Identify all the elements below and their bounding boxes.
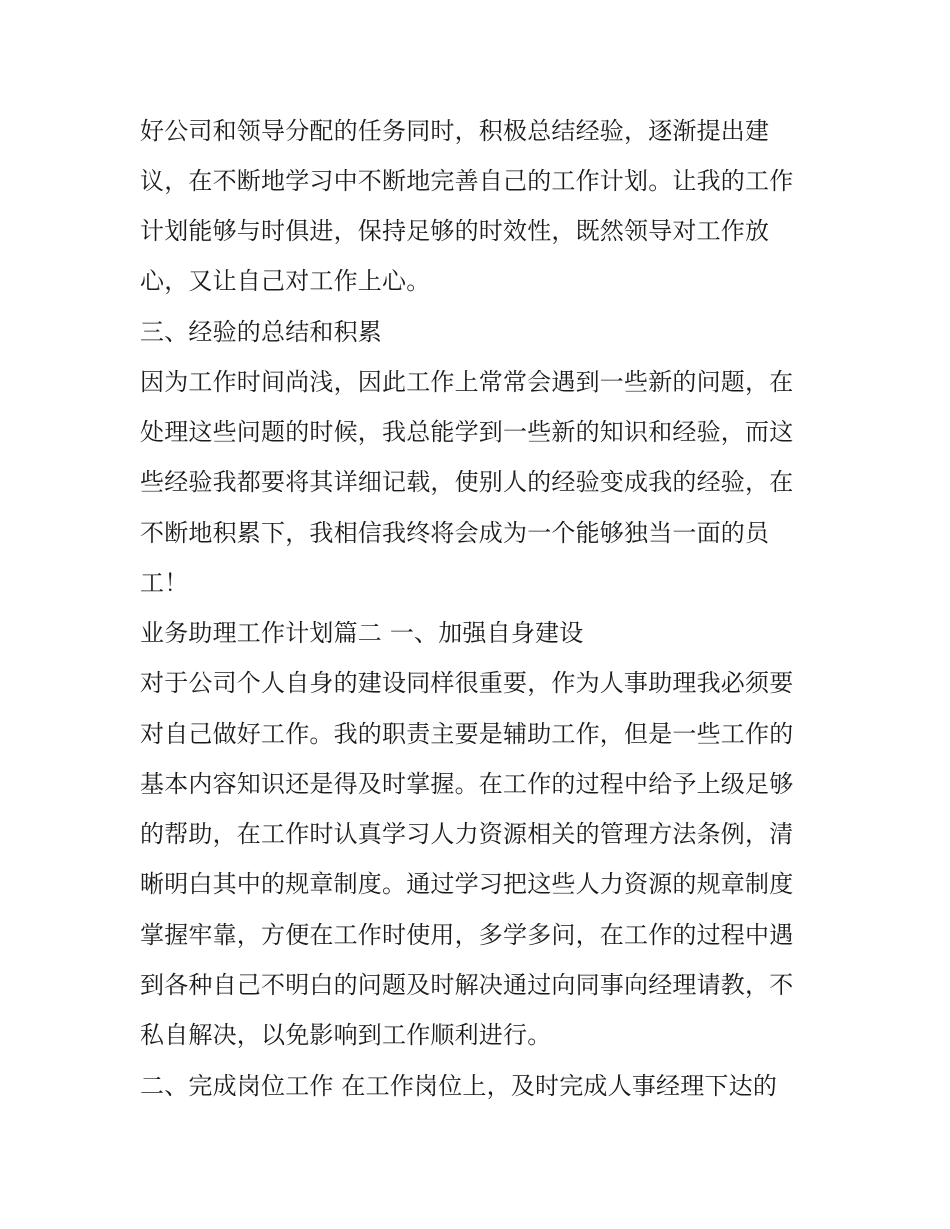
text-line: 议，在不断地学习中不断地完善自己的工作计划。让我的工作 bbox=[140, 167, 794, 195]
text-line: 心，又让自己对工作上心。 bbox=[140, 267, 431, 295]
text-line: 好公司和领导分配的任务同时，积极总结经验，逐渐提出建 bbox=[140, 117, 770, 145]
section-heading: 业务助理工作计划篇二 一、加强自身建设 bbox=[140, 619, 584, 647]
text-line: 基本内容知识还是得及时掌握。在工作的过程中给予上级足够 bbox=[140, 770, 794, 798]
text-line: 对于公司个人自身的建设同样很重要，作为人事助理我必须要 bbox=[140, 669, 794, 697]
text-line: 处理这些问题的时候，我总能学到一些新的知识和经验，而这 bbox=[140, 418, 794, 446]
text-line: 工！ bbox=[140, 569, 189, 597]
text-line: 不断地积累下，我相信我终将会成为一个能够独当一面的员 bbox=[140, 519, 770, 547]
text-line: 计划能够与时俱进，保持足够的时效性，既然领导对工作放 bbox=[140, 217, 770, 245]
text-line: 私自解决，以免影响到工作顺利进行。 bbox=[140, 1021, 552, 1049]
text-line: 掌握牢靠，方便在工作时使用，多学多问，在工作的过程中遇 bbox=[140, 921, 794, 949]
text-line: 对自己做好工作。我的职责主要是辅助工作，但是一些工作的 bbox=[140, 720, 794, 748]
section-heading: 三、经验的总结和积累 bbox=[140, 318, 382, 346]
text-line: 的帮助，在工作时认真学习人力资源相关的管理方法条例，清 bbox=[140, 820, 794, 848]
section-heading: 二、完成岗位工作 在工作岗位上，及时完成人事经理下达的 bbox=[140, 1072, 778, 1100]
text-line: 到各种自己不明白的问题及时解决通过向同事向经理请教，不 bbox=[140, 971, 794, 999]
text-line: 晰明白其中的规章制度。通过学习把这些人力资源的规章制度 bbox=[140, 870, 794, 898]
text-line: 些经验我都要将其详细记载，使别人的经验变成我的经验，在 bbox=[140, 468, 794, 496]
text-line: 因为工作时间尚浅，因此工作上常常会遇到一些新的问题，在 bbox=[140, 368, 794, 396]
